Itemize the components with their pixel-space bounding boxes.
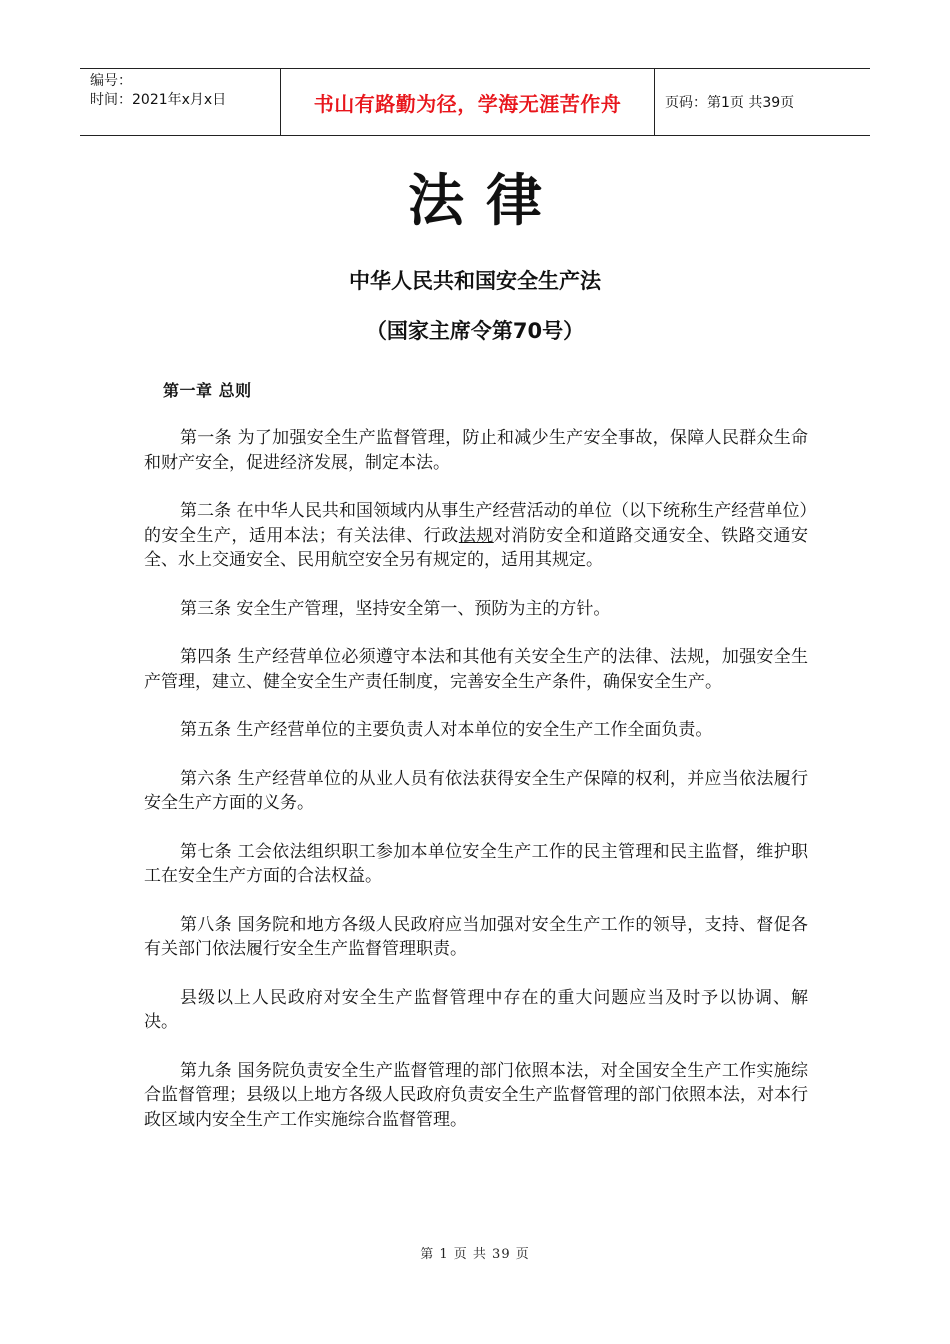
article-5: 第五条 生产经营单位的主要负责人对本单位的安全生产工作全面负责。 (180, 720, 713, 740)
article-2-text-before: 第二条 在中华人民共和国领域内从事生产经营活动的单位（以下统称生产经营单位）的安全生产，适用本法；有关法律、行政 (144, 501, 808, 546)
article-8: 第八条 国务院和地方各级人民政府应当加强对安全生产工作的领导，支持、督促各有关部门依法履行安全生产监督管理职责。 (144, 914, 808, 959)
document-body (144, 426, 808, 1156)
article-2-text-after: 对消防安全和道路交通安全、铁路交通安全、水上交通安全、民用航空安全另有规定的，适用其规定。 (144, 525, 809, 570)
article-1: 第一条 为了加强安全生产监督管理，防止和减少生产安全事故，保障人民群众生命和财产安全，促进经济发展，制定本法。 (144, 428, 808, 473)
header-motto: 书山有路勤为径，学海无涯苦作舟 (280, 69, 655, 135)
chapter-heading: 第一章 总则 (163, 381, 252, 400)
law-name: 中华人民共和国安全生产法 (349, 269, 601, 293)
header-page-info: 页码：第1页 共39页 (665, 95, 795, 111)
serial-label: 编号： (90, 73, 132, 89)
article-4: 第四条 生产经营单位必须遵守本法和其他有关安全生产的法律、法规，加强安全生产管理，建立、健全安全生产责任制度，完善安全生产条件，确保安全生产。 (144, 647, 808, 692)
article-8-paragraph-2: 县级以上人民政府对安全生产监督管理中存在的重大问题应当及时予以协调、解决。 (144, 987, 808, 1032)
article-2 (144, 499, 808, 573)
article-3: 第三条 安全生产管理，坚持安全第一、预防为主的方针。 (180, 598, 611, 619)
date-label: 时间：2021年x月x日 (90, 92, 227, 108)
order-number: （国家主席令第70号） (365, 319, 585, 343)
page-footer: 第 1 页 共 39 页 (420, 1247, 530, 1262)
article-9: 第九条 国务院负责安全生产监督管理的部门依照本法，对全国安全生产工作实施综合监督管理；县级以上地方各级人民政府负责安全生产监督管理的部门依照本法，对本行政区域内安全生产工作实施综合监督管理。 (144, 1060, 808, 1130)
header-meta (80, 69, 280, 135)
regulation-link[interactable]: 法规 (458, 525, 494, 546)
article-6: 第六条 生产经营单位的从业人员有依法获得安全生产保障的权利，并应当依法履行安全生产方面的义务。 (144, 768, 808, 813)
article-7: 第七条 工会依法组织职工参加本单位安全生产工作的民主管理和民主监督，维护职工在安全生产方面的合法权益。 (144, 841, 808, 886)
document-header (80, 68, 870, 136)
document-title: 法律 (408, 169, 564, 234)
